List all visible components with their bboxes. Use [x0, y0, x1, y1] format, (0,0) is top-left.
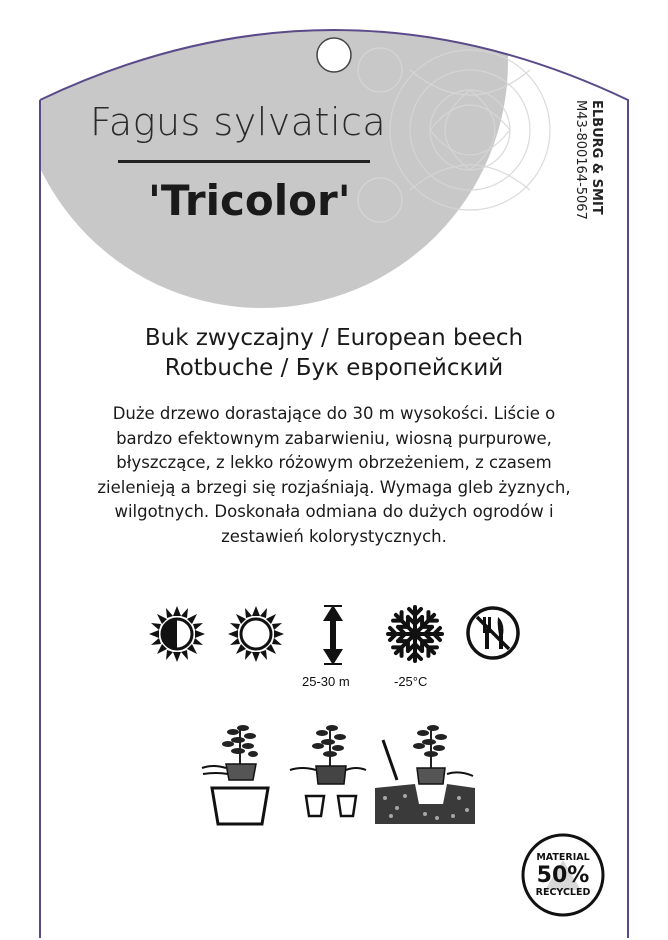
common-names-line2: Rotbuche / Бук европейский	[164, 355, 504, 381]
not-edible-icon	[465, 605, 521, 661]
description-line: zestawień kolorystycznych.	[221, 526, 447, 546]
recycled-badge-percent: 50%	[536, 863, 590, 888]
title-divider	[118, 160, 370, 163]
product-code: M43-800164-5067	[573, 100, 588, 220]
common-names-line1: Buk zwyczajny / European beech	[144, 325, 524, 351]
full-sun-icon	[227, 605, 285, 663]
recycled-badge	[520, 832, 606, 918]
recycled-badge-top: MATERIAL	[536, 852, 590, 863]
latin-name: Fagus sylvatica	[90, 100, 387, 144]
hanging-hole	[317, 38, 351, 72]
planting-step-plant-icon	[375, 718, 475, 826]
height-label: 25-30 m	[302, 674, 350, 689]
recycled-badge-bottom: RECYCLED	[535, 887, 591, 898]
hardiness-label: -25°C	[394, 674, 428, 689]
brand-name: ELBURG & SMIT	[589, 100, 604, 215]
description-line: wilgotnych. Doskonała odmiana do dużych ogrodów i	[114, 502, 554, 521]
description-line: błyszczące, z lekko różowym obrzeżeniem, z czasem	[116, 453, 552, 472]
description-line: Duże drzewo dorastające do 30 m wysokości. Liście o	[112, 404, 556, 423]
description-line: zielenieją a brzegi się rozjaśniają. Wymaga gleb żyznych,	[97, 477, 571, 497]
half-shade-icon	[148, 605, 206, 663]
decorative-arc	[16, 0, 508, 308]
height-arrow-icon	[320, 605, 346, 665]
description	[70, 402, 598, 549]
planting-step-soak-icon	[198, 718, 274, 826]
description-line: bardzo efektownym zabarwieniu, wiosną purpurowe,	[116, 428, 552, 448]
snowflake-icon	[385, 604, 445, 664]
planting-step-unpot-icon	[288, 718, 368, 826]
cultivar-name: 'Tricolor'	[148, 176, 351, 225]
